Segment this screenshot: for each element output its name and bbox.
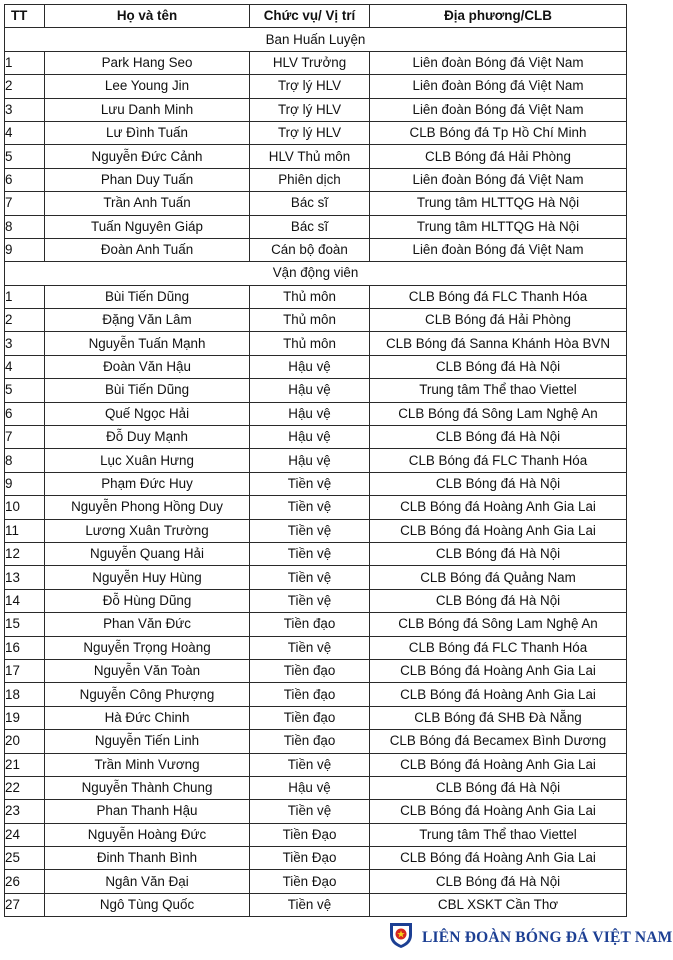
table-row	[5, 566, 627, 589]
member-position: Thủ môn	[250, 285, 370, 308]
section-title: Ban Huấn Luyện	[5, 28, 627, 51]
member-club: CLB Bóng đá FLC Thanh Hóa	[370, 636, 627, 659]
member-position: Tiền vệ	[250, 800, 370, 823]
member-name: Phan Thanh Hậu	[45, 800, 250, 823]
member-name: Nguyễn Tuấn Mạnh	[45, 332, 250, 355]
table-row	[5, 683, 627, 706]
row-number: 10	[5, 496, 45, 519]
member-position: Thủ môn	[250, 332, 370, 355]
member-position: Hậu vệ	[250, 355, 370, 378]
table-row	[5, 636, 627, 659]
row-number: 2	[5, 309, 45, 332]
table-row	[5, 238, 627, 261]
member-position: Bác sĩ	[250, 215, 370, 238]
member-club: Trung tâm HLTTQG Hà Nội	[370, 192, 627, 215]
member-position: Tiền đạo	[250, 613, 370, 636]
member-club: CLB Bóng đá Hải Phòng	[370, 145, 627, 168]
member-position: Tiền Đạo	[250, 870, 370, 893]
member-name: Đặng Văn Lâm	[45, 309, 250, 332]
member-name: Lư Đình Tuấn	[45, 121, 250, 144]
row-number: 18	[5, 683, 45, 706]
row-number: 8	[5, 449, 45, 472]
table-row	[5, 613, 627, 636]
member-position: Tiền vệ	[250, 893, 370, 916]
row-number: 6	[5, 168, 45, 191]
table-row	[5, 402, 627, 425]
table-row	[5, 449, 627, 472]
member-position: Thủ môn	[250, 309, 370, 332]
member-name: Park Hang Seo	[45, 51, 250, 74]
table-row	[5, 121, 627, 144]
member-name: Ngô Tùng Quốc	[45, 893, 250, 916]
member-name: Hà Đức Chinh	[45, 706, 250, 729]
member-name: Đoàn Anh Tuấn	[45, 238, 250, 261]
vff-emblem-icon	[386, 920, 416, 955]
row-number: 4	[5, 121, 45, 144]
member-club: CLB Bóng đá Hà Nội	[370, 472, 627, 495]
row-number: 19	[5, 706, 45, 729]
member-position: Tiền vệ	[250, 542, 370, 565]
member-club: CLB Bóng đá Hoàng Anh Gia Lai	[370, 800, 627, 823]
row-number: 8	[5, 215, 45, 238]
member-club: CBL XSKT Cần Thơ	[370, 893, 627, 916]
table-row	[5, 192, 627, 215]
member-position: Phiên dịch	[250, 168, 370, 191]
table-body	[5, 28, 627, 917]
member-name: Đoàn Văn Hậu	[45, 355, 250, 378]
row-number: 4	[5, 355, 45, 378]
member-club: CLB Bóng đá Hoàng Anh Gia Lai	[370, 753, 627, 776]
table-row	[5, 893, 627, 916]
table-row	[5, 776, 627, 799]
row-number: 9	[5, 238, 45, 261]
member-club: CLB Bóng đá FLC Thanh Hóa	[370, 449, 627, 472]
footer-logo-text: LIÊN ĐOÀN BÓNG ĐÁ VIỆT NAM	[422, 928, 673, 946]
table-row	[5, 215, 627, 238]
table-row	[5, 51, 627, 74]
table-row	[5, 332, 627, 355]
member-club: CLB Bóng đá Becamex Bình Dương	[370, 730, 627, 753]
member-club: CLB Bóng đá Hà Nội	[370, 589, 627, 612]
member-name: Lục Xuân Hưng	[45, 449, 250, 472]
member-name: Nguyễn Tiến Linh	[45, 730, 250, 753]
header-name: Họ và tên	[45, 5, 250, 28]
member-position: Tiền đạo	[250, 730, 370, 753]
member-club: CLB Bóng đá Hà Nội	[370, 542, 627, 565]
member-position: Hậu vệ	[250, 776, 370, 799]
row-number: 1	[5, 285, 45, 308]
member-club: Trung tâm HLTTQG Hà Nội	[370, 215, 627, 238]
member-club: CLB Bóng đá Sanna Khánh Hòa BVN	[370, 332, 627, 355]
member-name: Nguyễn Huy Hùng	[45, 566, 250, 589]
member-name: Đỗ Hùng Dũng	[45, 589, 250, 612]
member-position: Hậu vệ	[250, 379, 370, 402]
table-row	[5, 730, 627, 753]
member-position: Tiền vệ	[250, 636, 370, 659]
table-row	[5, 870, 627, 893]
table-row	[5, 426, 627, 449]
member-club: CLB Bóng đá Hoàng Anh Gia Lai	[370, 496, 627, 519]
row-number: 5	[5, 379, 45, 402]
row-number: 23	[5, 800, 45, 823]
member-name: Nguyễn Công Phượng	[45, 683, 250, 706]
row-number: 6	[5, 402, 45, 425]
member-position: Tiền vệ	[250, 472, 370, 495]
table-row	[5, 309, 627, 332]
member-position: Hậu vệ	[250, 449, 370, 472]
member-position: Trợ lý HLV	[250, 121, 370, 144]
table-row	[5, 285, 627, 308]
member-name: Nguyễn Văn Toàn	[45, 659, 250, 682]
member-name: Nguyễn Đức Cảnh	[45, 145, 250, 168]
table-row	[5, 145, 627, 168]
row-number: 15	[5, 613, 45, 636]
member-name: Lương Xuân Trường	[45, 519, 250, 542]
member-club: Liên đoàn Bóng đá Việt Nam	[370, 75, 627, 98]
member-position: HLV Trưởng	[250, 51, 370, 74]
member-club: CLB Bóng đá Tp Hồ Chí Minh	[370, 121, 627, 144]
member-position: Hậu vệ	[250, 426, 370, 449]
member-club: CLB Bóng đá Sông Lam Nghệ An	[370, 402, 627, 425]
row-number: 13	[5, 566, 45, 589]
row-number: 2	[5, 75, 45, 98]
table-row	[5, 379, 627, 402]
member-name: Đỗ Duy Mạnh	[45, 426, 250, 449]
row-number: 5	[5, 145, 45, 168]
table-row	[5, 823, 627, 846]
table-row	[5, 519, 627, 542]
member-club: Trung tâm Thể thao Viettel	[370, 823, 627, 846]
member-position: Tiền Đạo	[250, 823, 370, 846]
row-number: 9	[5, 472, 45, 495]
row-number: 14	[5, 589, 45, 612]
member-club: Liên đoàn Bóng đá Việt Nam	[370, 238, 627, 261]
table-row	[5, 472, 627, 495]
row-number: 7	[5, 192, 45, 215]
member-club: CLB Bóng đá Hà Nội	[370, 776, 627, 799]
member-position: Tiền vệ	[250, 753, 370, 776]
row-number: 22	[5, 776, 45, 799]
member-name: Đinh Thanh Bình	[45, 847, 250, 870]
member-position: Hậu vệ	[250, 402, 370, 425]
member-position: Cán bộ đoàn	[250, 238, 370, 261]
table-row	[5, 496, 627, 519]
member-position: Tiền vệ	[250, 566, 370, 589]
member-name: Trần Minh Vương	[45, 753, 250, 776]
member-name: Phan Duy Tuấn	[45, 168, 250, 191]
member-club: CLB Bóng đá SHB Đà Nẵng	[370, 706, 627, 729]
member-name: Trần Anh Tuấn	[45, 192, 250, 215]
member-club: Liên đoàn Bóng đá Việt Nam	[370, 51, 627, 74]
section-row	[5, 28, 627, 51]
member-position: Tiền vệ	[250, 589, 370, 612]
table-row	[5, 589, 627, 612]
member-club: CLB Bóng đá Hoàng Anh Gia Lai	[370, 683, 627, 706]
member-club: CLB Bóng đá Hà Nội	[370, 426, 627, 449]
member-name: Lưu Danh Minh	[45, 98, 250, 121]
row-number: 20	[5, 730, 45, 753]
member-club: CLB Bóng đá Hoàng Anh Gia Lai	[370, 519, 627, 542]
member-name: Tuấn Nguyên Giáp	[45, 215, 250, 238]
member-position: Bác sĩ	[250, 192, 370, 215]
header-row	[5, 5, 627, 28]
member-club: Liên đoàn Bóng đá Việt Nam	[370, 98, 627, 121]
member-club: Liên đoàn Bóng đá Việt Nam	[370, 168, 627, 191]
table-row	[5, 355, 627, 378]
table-row	[5, 659, 627, 682]
section-row	[5, 262, 627, 285]
member-name: Nguyễn Phong Hồng Duy	[45, 496, 250, 519]
row-number: 1	[5, 51, 45, 74]
table-row	[5, 168, 627, 191]
member-club: CLB Bóng đá Hà Nội	[370, 870, 627, 893]
table-row	[5, 98, 627, 121]
member-name: Bùi Tiến Dũng	[45, 285, 250, 308]
member-name: Phạm Đức Huy	[45, 472, 250, 495]
member-position: Tiền đạo	[250, 659, 370, 682]
header-position: Chức vụ/ Vị trí	[250, 5, 370, 28]
row-number: 3	[5, 98, 45, 121]
member-name: Quế Ngọc Hải	[45, 402, 250, 425]
row-number: 7	[5, 426, 45, 449]
table-row	[5, 753, 627, 776]
member-position: Tiền đạo	[250, 706, 370, 729]
member-name: Ngân Văn Đại	[45, 870, 250, 893]
table-row	[5, 75, 627, 98]
member-name: Lee Young Jin	[45, 75, 250, 98]
member-club: CLB Bóng đá Hoàng Anh Gia Lai	[370, 847, 627, 870]
member-club: CLB Bóng đá Hà Nội	[370, 355, 627, 378]
row-number: 26	[5, 870, 45, 893]
row-number: 16	[5, 636, 45, 659]
row-number: 24	[5, 823, 45, 846]
table-header	[5, 5, 627, 28]
member-position: Tiền vệ	[250, 496, 370, 519]
member-club: CLB Bóng đá Hoàng Anh Gia Lai	[370, 659, 627, 682]
member-name: Nguyễn Hoàng Đức	[45, 823, 250, 846]
member-club: CLB Bóng đá Hải Phòng	[370, 309, 627, 332]
member-name: Phan Văn Đức	[45, 613, 250, 636]
row-number: 12	[5, 542, 45, 565]
table-row	[5, 800, 627, 823]
member-club: Trung tâm Thể thao Viettel	[370, 379, 627, 402]
table-row	[5, 542, 627, 565]
table-row	[5, 706, 627, 729]
row-number: 25	[5, 847, 45, 870]
header-club: Địa phương/CLB	[370, 5, 627, 28]
member-position: Trợ lý HLV	[250, 98, 370, 121]
member-position: Trợ lý HLV	[250, 75, 370, 98]
member-position: Tiền đạo	[250, 683, 370, 706]
member-club: CLB Bóng đá Sông Lam Nghệ An	[370, 613, 627, 636]
table-row	[5, 847, 627, 870]
roster-table	[4, 4, 627, 917]
member-name: Nguyễn Quang Hải	[45, 542, 250, 565]
row-number: 21	[5, 753, 45, 776]
member-name: Nguyễn Trọng Hoàng	[45, 636, 250, 659]
member-name: Bùi Tiến Dũng	[45, 379, 250, 402]
row-number: 11	[5, 519, 45, 542]
member-name: Nguyễn Thành Chung	[45, 776, 250, 799]
member-position: HLV Thủ môn	[250, 145, 370, 168]
member-position: Tiền Đạo	[250, 847, 370, 870]
member-club: CLB Bóng đá Quảng Nam	[370, 566, 627, 589]
row-number: 3	[5, 332, 45, 355]
member-position: Tiền vệ	[250, 519, 370, 542]
member-club: CLB Bóng đá FLC Thanh Hóa	[370, 285, 627, 308]
header-tt: TT	[5, 5, 45, 28]
footer-logo	[386, 920, 673, 955]
row-number: 27	[5, 893, 45, 916]
section-title: Vận động viên	[5, 262, 627, 285]
row-number: 17	[5, 659, 45, 682]
